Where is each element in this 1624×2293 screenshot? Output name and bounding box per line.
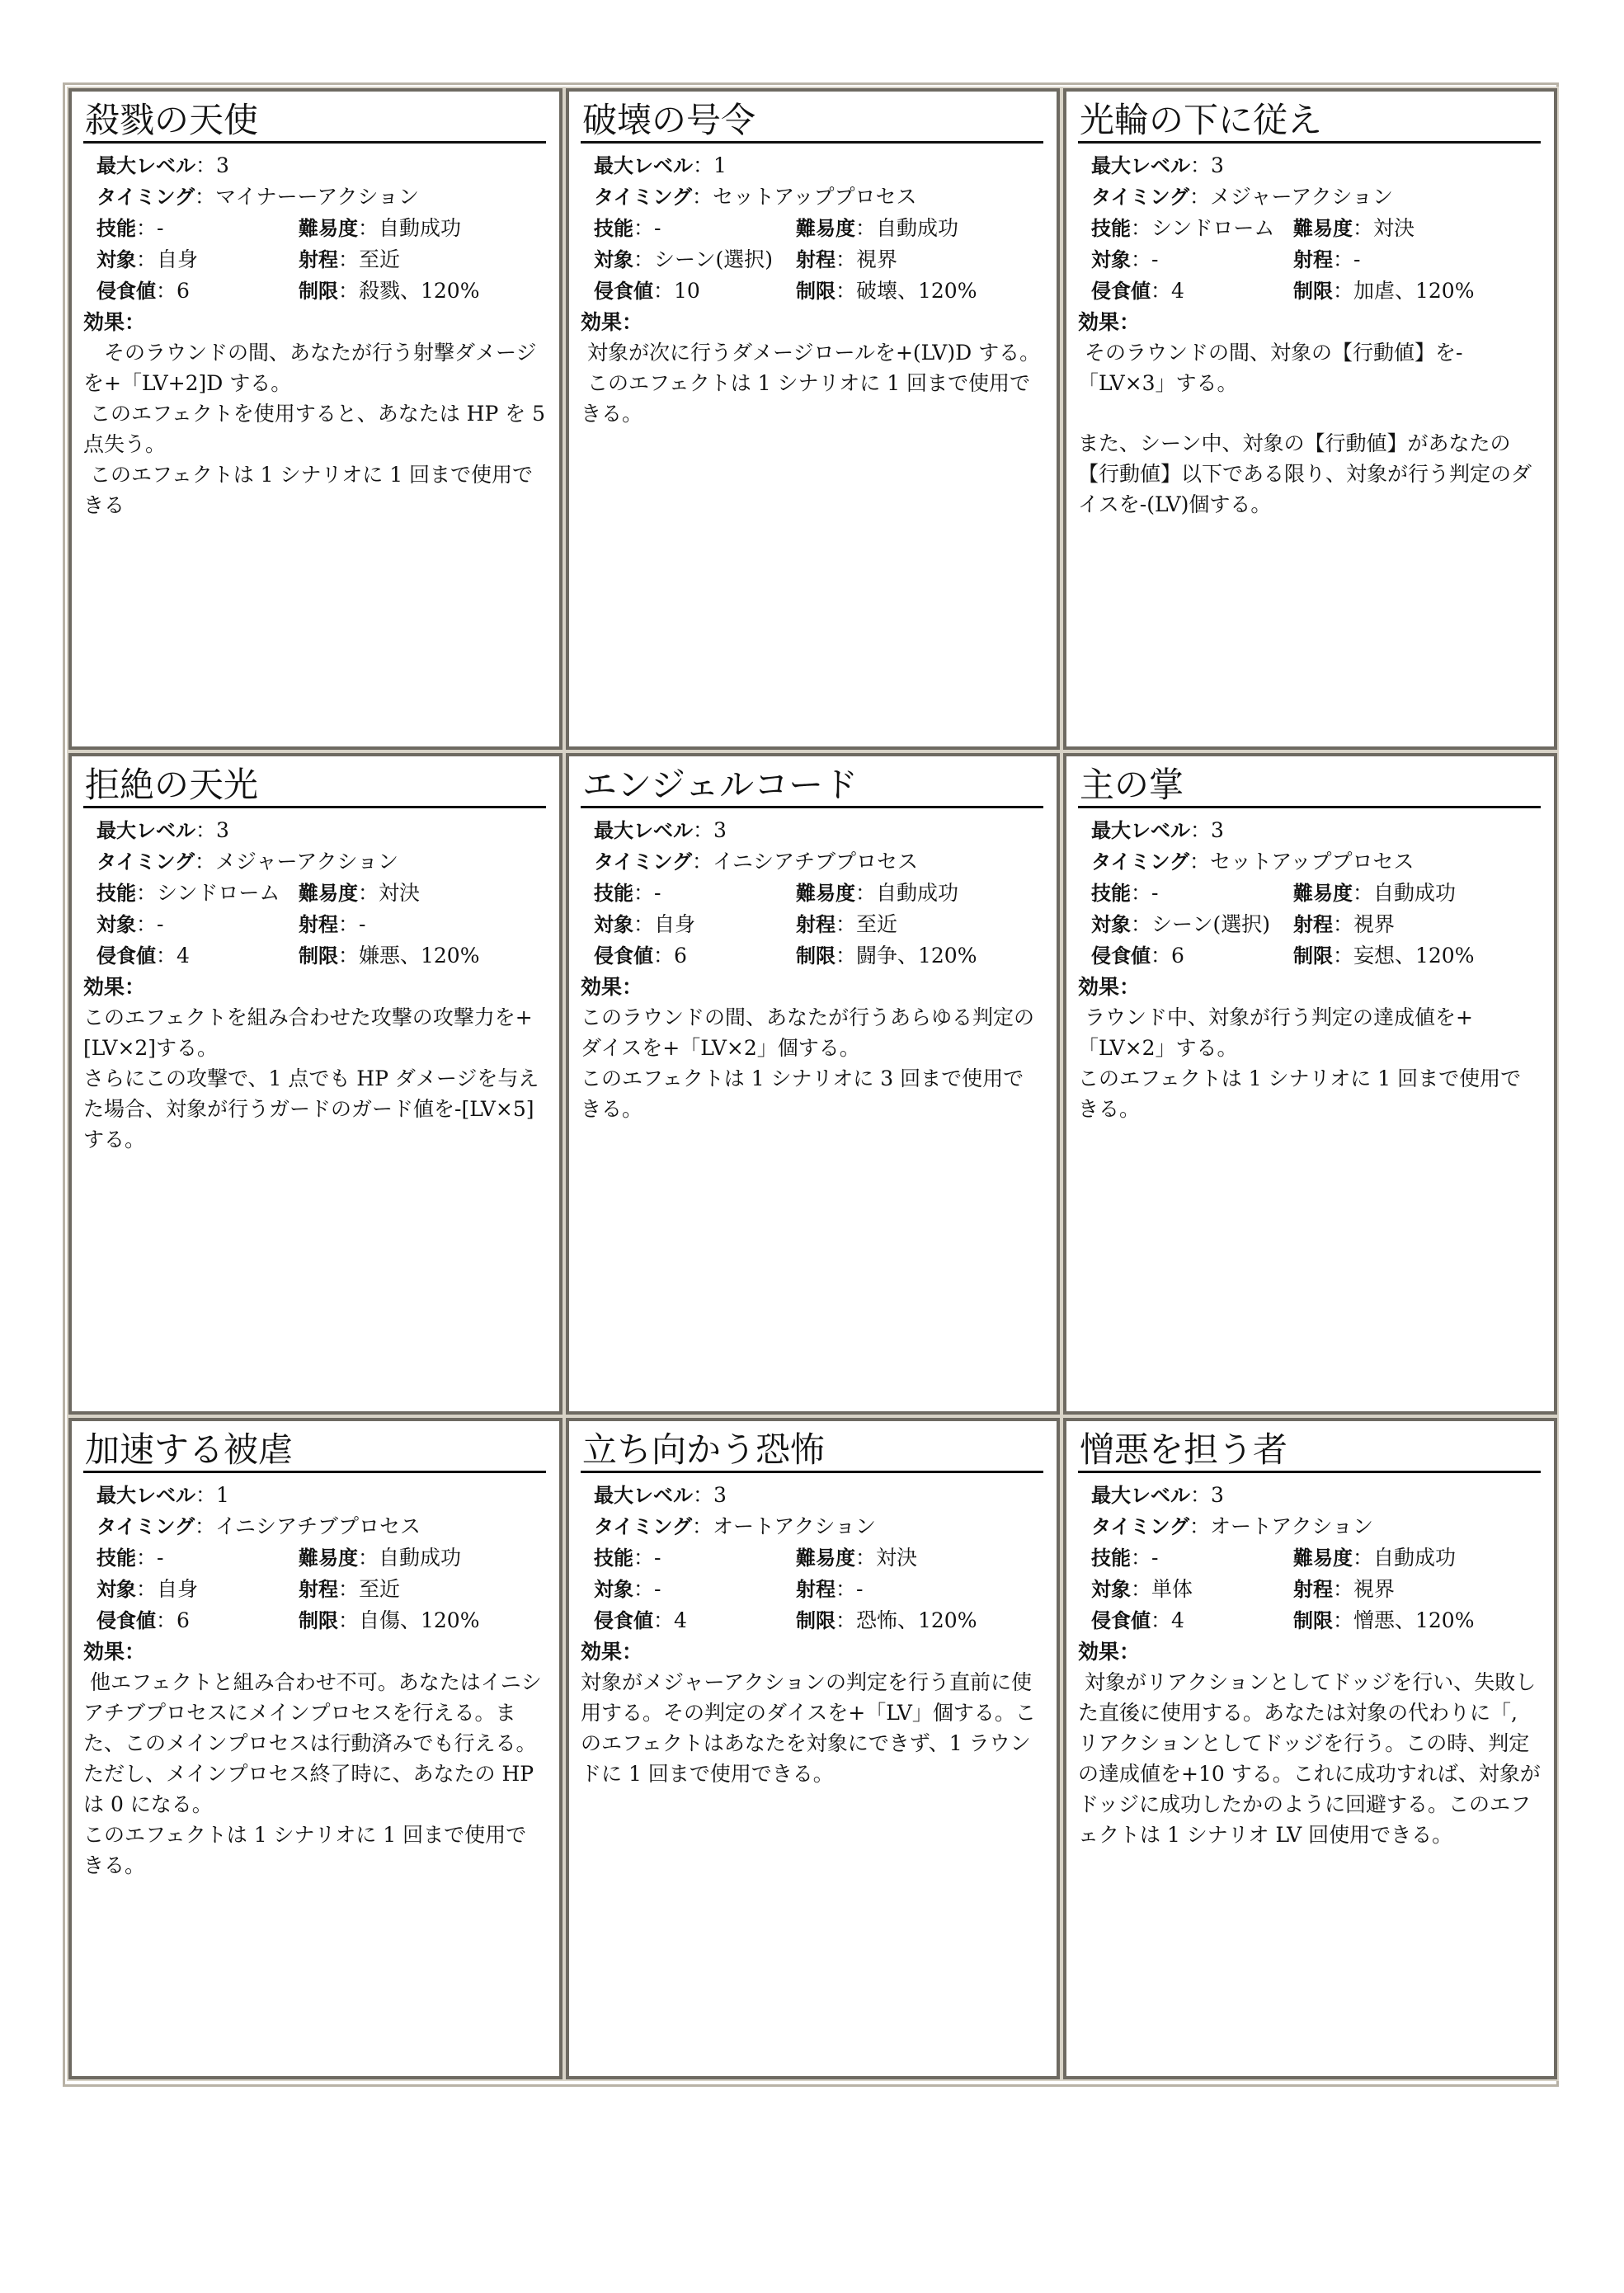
target-value: ：- — [633, 1577, 661, 1601]
difficulty-value: ：自動成功 — [855, 881, 959, 905]
timing-row — [83, 181, 546, 213]
skill-row — [83, 878, 546, 909]
timing-label: タイミング — [96, 850, 195, 873]
skill-label: 技能 — [594, 1547, 633, 1570]
skill-label: 技能 — [96, 1547, 136, 1570]
target-label: 対象 — [1091, 913, 1131, 936]
card-title: 主の掌 — [1078, 765, 1541, 808]
timing-value: ：セットアッププロセス — [1189, 850, 1415, 873]
limit-label: 制限 — [1293, 944, 1333, 968]
effect-paragraph: このエフェクトは 1 シナリオに 1 回まで使用できる。 — [1078, 1066, 1522, 1121]
erosion-label: 侵食値 — [1091, 944, 1151, 968]
timing-label: タイミング — [1091, 186, 1190, 209]
range-value: ：至近 — [338, 247, 401, 271]
erosion-row — [1078, 275, 1541, 307]
max-level-label: 最大レベル — [1091, 1484, 1190, 1507]
difficulty-value: ：自動成功 — [358, 216, 462, 240]
limit-label: 制限 — [796, 1609, 836, 1632]
skill-value: ：- — [136, 216, 164, 240]
skill-value: ：シンドローム — [1131, 216, 1275, 240]
range-value: ：視界 — [836, 247, 898, 271]
effect-sheet — [63, 82, 1559, 2087]
target-row — [1078, 909, 1541, 940]
effect-label: 効果： — [581, 310, 643, 334]
max-level-label: 最大レベル — [96, 1484, 195, 1507]
target-row — [581, 244, 1043, 275]
skill-value: ：- — [136, 1546, 164, 1570]
range-label: 射程 — [796, 248, 836, 271]
target-label: 対象 — [594, 913, 633, 936]
range-value: ：視界 — [1333, 1577, 1396, 1601]
skill-row — [1078, 213, 1541, 244]
limit-value: ：殺戮、120% — [338, 279, 480, 303]
effect-paragraph: そのラウンドの間、あなたが行う射撃ダメージを+「LV+2]D する。 — [83, 341, 537, 395]
effect-paragraph: 他エフェクトと組み合わせ不可。あなたはイニシアチブプロセスにメインプロセスを行える。また、このメインプロセスは行動済みでも行える。ただし、メインプロセス終了時に、あなたの HP は 0 になる。 — [83, 1670, 542, 1816]
skill-label: 技能 — [594, 882, 633, 905]
skill-value: ：- — [1131, 881, 1159, 905]
skill-row — [581, 213, 1043, 244]
skill-value: ：シンドローム — [136, 881, 280, 905]
range-label: 射程 — [1293, 1578, 1333, 1601]
effect-card-8 — [566, 1418, 1060, 2079]
difficulty-label: 難易度 — [1293, 1547, 1353, 1570]
target-value: ：自身 — [136, 247, 199, 271]
erosion-label: 侵食値 — [1091, 1609, 1151, 1632]
card-title: 立ち向かう恐怖 — [581, 1429, 1043, 1473]
effect-label: 効果： — [83, 310, 146, 334]
erosion-label: 侵食値 — [96, 1609, 156, 1632]
target-value: ：シーン(選択) — [633, 247, 774, 271]
target-value: ：自身 — [633, 912, 696, 936]
erosion-value: ：4 — [1151, 279, 1184, 303]
max-level-label: 最大レベル — [96, 819, 195, 842]
max-level-row — [1078, 150, 1541, 181]
timing-row — [83, 1511, 546, 1542]
max-level-row — [83, 1480, 546, 1511]
difficulty-value: ：対決 — [358, 881, 421, 905]
difficulty-value: ：自動成功 — [855, 216, 959, 240]
effect-card-7 — [68, 1418, 563, 2079]
timing-value: ：イニシアチブプロセス — [195, 1514, 421, 1538]
erosion-value: ：6 — [1151, 944, 1184, 968]
max-level-value: ：3 — [693, 818, 727, 842]
range-value: ：- — [338, 912, 366, 936]
limit-label: 制限 — [299, 944, 338, 968]
erosion-label: 侵食値 — [1091, 280, 1151, 303]
card-title: 憎悪を担う者 — [1078, 1429, 1541, 1473]
erosion-label: 侵食値 — [594, 280, 653, 303]
range-label: 射程 — [299, 248, 338, 271]
max-level-label: 最大レベル — [594, 154, 693, 177]
effect-card-9 — [1063, 1418, 1557, 2079]
card-title: 光輪の下に従え — [1078, 100, 1541, 144]
max-level-label: 最大レベル — [96, 154, 195, 177]
timing-label: タイミング — [96, 1515, 195, 1538]
erosion-value: ：6 — [156, 279, 190, 303]
erosion-value: ：10 — [653, 279, 700, 303]
timing-value: ：マイナーーアクション — [195, 185, 420, 209]
skill-row — [83, 213, 546, 244]
target-label: 対象 — [96, 913, 136, 936]
max-level-value: ：3 — [195, 153, 229, 177]
effect-card-6 — [1063, 753, 1557, 1415]
max-level-value: ：3 — [1190, 1483, 1224, 1507]
max-level-row — [1078, 815, 1541, 846]
skill-row — [1078, 1542, 1541, 1574]
effect-paragraph: このラウンドの間、あなたが行うあらゆる判定のダイスを+「LV×2」個する。 — [581, 1005, 1035, 1060]
effect-paragraph: このエフェクトは 1 シナリオに 1 回まで使用できる。 — [581, 371, 1031, 426]
target-value: ：シーン(選択) — [1131, 912, 1271, 936]
timing-label: タイミング — [594, 1515, 693, 1538]
effect-paragraph: また、シーン中、対象の【行動値】があなたの【行動値】以下である限り、対象が行う判定のダイスを-(LV)個する。 — [1078, 431, 1532, 516]
difficulty-value: ：対決 — [1353, 216, 1415, 240]
max-level-label: 最大レベル — [594, 819, 693, 842]
timing-row — [1078, 846, 1541, 878]
max-level-row — [83, 815, 546, 846]
max-level-value: ：3 — [1190, 153, 1224, 177]
skill-label: 技能 — [96, 217, 136, 240]
target-label: 対象 — [96, 1578, 136, 1601]
target-label: 対象 — [1091, 248, 1131, 271]
effect-card-4 — [68, 753, 563, 1415]
effect-paragraph — [1078, 398, 1541, 428]
timing-value: ：メジャーアクション — [195, 850, 399, 873]
skill-value: ：- — [633, 881, 661, 905]
timing-row — [581, 1511, 1043, 1542]
effect-label: 効果： — [83, 975, 146, 999]
timing-value: ：オートアクション — [692, 1514, 877, 1538]
target-label: 対象 — [594, 1578, 633, 1601]
skill-label: 技能 — [594, 217, 633, 240]
skill-label: 技能 — [96, 882, 136, 905]
skill-label: 技能 — [1091, 217, 1131, 240]
skill-value: ：- — [633, 216, 661, 240]
max-level-value: ：1 — [195, 1483, 229, 1507]
effect-text — [1078, 337, 1541, 520]
max-level-label: 最大レベル — [1091, 819, 1190, 842]
range-value: ：至近 — [836, 912, 898, 936]
effect-text — [83, 337, 553, 520]
effect-card-5 — [566, 753, 1060, 1415]
erosion-row — [1078, 940, 1541, 972]
limit-label: 制限 — [1293, 280, 1333, 303]
erosion-value: ：4 — [1151, 1608, 1184, 1632]
range-value: ：- — [836, 1577, 864, 1601]
limit-value: ：自傷、120% — [338, 1608, 480, 1632]
timing-row — [1078, 1511, 1541, 1542]
erosion-label: 侵食値 — [594, 944, 653, 968]
limit-value: ：恐怖、120% — [836, 1608, 977, 1632]
difficulty-label: 難易度 — [1293, 217, 1353, 240]
range-value: ：- — [1333, 247, 1361, 271]
skill-row — [581, 878, 1043, 909]
effect-paragraph: そのラウンドの間、対象の【行動値】を-「LV×3」する。 — [1078, 341, 1463, 395]
limit-label: 制限 — [796, 280, 836, 303]
range-label: 射程 — [299, 913, 338, 936]
difficulty-label: 難易度 — [796, 1547, 855, 1570]
effect-text — [83, 1667, 546, 1881]
erosion-value: ：6 — [156, 1608, 190, 1632]
difficulty-label: 難易度 — [299, 1547, 358, 1570]
target-row — [83, 244, 546, 275]
range-label: 射程 — [1293, 248, 1333, 271]
limit-value: ：加虐、120% — [1333, 279, 1475, 303]
effect-text — [581, 1667, 1043, 1789]
card-title: 殺戮の天使 — [83, 100, 546, 144]
effect-text — [581, 1002, 1043, 1124]
effect-paragraph: ラウンド中、対象が行う判定の達成値を+「LV×2」する。 — [1078, 1005, 1473, 1060]
limit-value: ：嫌悪、120% — [338, 944, 480, 968]
difficulty-label: 難易度 — [1293, 882, 1353, 905]
limit-value: ：破壊、120% — [836, 279, 977, 303]
max-level-row — [1078, 1480, 1541, 1511]
timing-value: ：イニシアチブプロセス — [692, 850, 919, 873]
timing-label: タイミング — [1091, 850, 1190, 873]
effect-card-3 — [1063, 88, 1557, 750]
target-value: ：単体 — [1131, 1577, 1193, 1601]
max-level-row — [581, 815, 1043, 846]
effect-card-2 — [566, 88, 1060, 750]
effect-paragraph: このエフェクトは 1 シナリオに 1 回まで使用できる。 — [83, 1823, 527, 1877]
card-grid — [67, 87, 1555, 2083]
timing-row — [581, 846, 1043, 878]
difficulty-value: ：対決 — [855, 1546, 918, 1570]
range-label: 射程 — [1293, 913, 1333, 936]
effect-label: 効果： — [581, 975, 643, 999]
target-row — [1078, 1574, 1541, 1605]
timing-label: タイミング — [594, 850, 693, 873]
limit-label: 制限 — [1293, 1609, 1333, 1632]
effect-card-1 — [68, 88, 563, 750]
erosion-row — [1078, 1605, 1541, 1636]
skill-value: ：- — [1131, 1546, 1159, 1570]
max-level-value: ：3 — [195, 818, 229, 842]
erosion-value: ：4 — [653, 1608, 687, 1632]
target-row — [581, 1574, 1043, 1605]
range-value: ：視界 — [1333, 912, 1396, 936]
effect-label: 効果： — [1078, 975, 1141, 999]
difficulty-value: ：自動成功 — [1353, 881, 1457, 905]
limit-value: ：憎悪、120% — [1333, 1608, 1475, 1632]
timing-row — [83, 846, 546, 878]
target-value: ：- — [136, 912, 164, 936]
effect-paragraph: 対象がメジャーアクションの判定を行う直前に使用する。その判定のダイスを+「LV」個する。このエフェクトはあなたを対象にできず、1 ラウンドに 1 回まで使用できる。 — [581, 1670, 1036, 1786]
erosion-label: 侵食値 — [96, 280, 156, 303]
timing-value: ：セットアッププロセス — [692, 185, 917, 209]
erosion-row — [83, 940, 546, 972]
timing-row — [1078, 181, 1541, 213]
erosion-value: ：6 — [653, 944, 687, 968]
max-level-label: 最大レベル — [594, 1484, 693, 1507]
difficulty-value: ：自動成功 — [1353, 1546, 1457, 1570]
effect-label: 効果： — [581, 1640, 643, 1664]
erosion-row — [83, 275, 546, 307]
card-title: 加速する被虐 — [83, 1429, 546, 1473]
range-value: ：至近 — [338, 1577, 401, 1601]
target-row — [1078, 244, 1541, 275]
card-title: 拒絶の天光 — [83, 765, 546, 808]
max-level-row — [581, 1480, 1043, 1511]
effect-paragraph: このエフェクトを使用すると、あなたは HP を 5 点失う。 — [83, 402, 553, 456]
target-row — [581, 909, 1043, 940]
target-value: ：- — [1131, 247, 1159, 271]
effect-paragraph: このエフェクトは 1 シナリオに 3 回まで使用できる。 — [581, 1066, 1024, 1121]
max-level-row — [83, 150, 546, 181]
skill-value: ：- — [633, 1546, 661, 1570]
skill-label: 技能 — [1091, 882, 1131, 905]
effect-paragraph: 対象が次に行うダメージロールを+(LV)D する。 — [581, 341, 1041, 365]
limit-label: 制限 — [796, 944, 836, 968]
effect-text — [1078, 1667, 1541, 1850]
effect-paragraph: 対象がリアクションとしてドッジを行い、失敗した直後に使用する。あなたは対象の代わりに「, リアクションとしてドッジを行う。この時、判定の達成値を+10 する。これに成功すれば、対象がドッジに成功したかのように回避する。このエフェクトは 1 シナリオ LV 回使用できる。 — [1078, 1670, 1541, 1847]
timing-value: ：オートアクション — [1189, 1514, 1374, 1538]
timing-label: タイミング — [1091, 1515, 1190, 1538]
range-label: 射程 — [796, 1578, 836, 1601]
target-value: ：自身 — [136, 1577, 199, 1601]
max-level-value: ：3 — [1190, 818, 1224, 842]
limit-label: 制限 — [299, 280, 338, 303]
effect-paragraph: このエフェクトは 1 シナリオに 1 回まで使用できる — [83, 463, 534, 517]
limit-value: ：闘争、120% — [836, 944, 977, 968]
effect-text — [581, 337, 1043, 429]
difficulty-label: 難易度 — [796, 882, 855, 905]
timing-label: タイミング — [96, 186, 195, 209]
skill-label: 技能 — [1091, 1547, 1131, 1570]
skill-row — [83, 1542, 546, 1574]
target-label: 対象 — [1091, 1578, 1131, 1601]
effect-text — [83, 1002, 546, 1155]
target-row — [83, 909, 546, 940]
target-label: 対象 — [594, 248, 633, 271]
max-level-value: ：1 — [693, 153, 727, 177]
difficulty-label: 難易度 — [796, 217, 855, 240]
max-level-label: 最大レベル — [1091, 154, 1190, 177]
erosion-label: 侵食値 — [594, 1609, 653, 1632]
range-label: 射程 — [299, 1578, 338, 1601]
effect-paragraph: さらにこの攻撃で、1 点でも HP ダメージを与えた場合、対象が行うガードのガード値を-[LV×5]する。 — [83, 1066, 539, 1151]
difficulty-label: 難易度 — [299, 217, 358, 240]
max-level-value: ：3 — [693, 1483, 727, 1507]
effect-paragraph: このエフェクトを組み合わせた攻撃の攻撃力を+[LV×2]する。 — [83, 1005, 533, 1060]
timing-label: タイミング — [594, 186, 693, 209]
erosion-label: 侵食値 — [96, 944, 156, 968]
card-title: エンジェルコード — [581, 765, 1043, 808]
erosion-row — [581, 940, 1043, 972]
effect-text — [1078, 1002, 1541, 1124]
skill-row — [1078, 878, 1541, 909]
timing-value: ：メジャーアクション — [1189, 185, 1394, 209]
limit-label: 制限 — [299, 1609, 338, 1632]
skill-row — [581, 1542, 1043, 1574]
limit-value: ：妄想、120% — [1333, 944, 1475, 968]
max-level-row — [581, 150, 1043, 181]
erosion-row — [581, 1605, 1043, 1636]
range-label: 射程 — [796, 913, 836, 936]
target-row — [83, 1574, 546, 1605]
erosion-row — [83, 1605, 546, 1636]
difficulty-value: ：自動成功 — [358, 1546, 462, 1570]
timing-row — [581, 181, 1043, 213]
erosion-row — [581, 275, 1043, 307]
effect-label: 効果： — [1078, 310, 1141, 334]
target-label: 対象 — [96, 248, 136, 271]
effect-label: 効果： — [1078, 1640, 1141, 1664]
card-title: 破壊の号令 — [581, 100, 1043, 144]
erosion-value: ：4 — [156, 944, 190, 968]
effect-label: 効果： — [83, 1640, 146, 1664]
difficulty-label: 難易度 — [299, 882, 358, 905]
